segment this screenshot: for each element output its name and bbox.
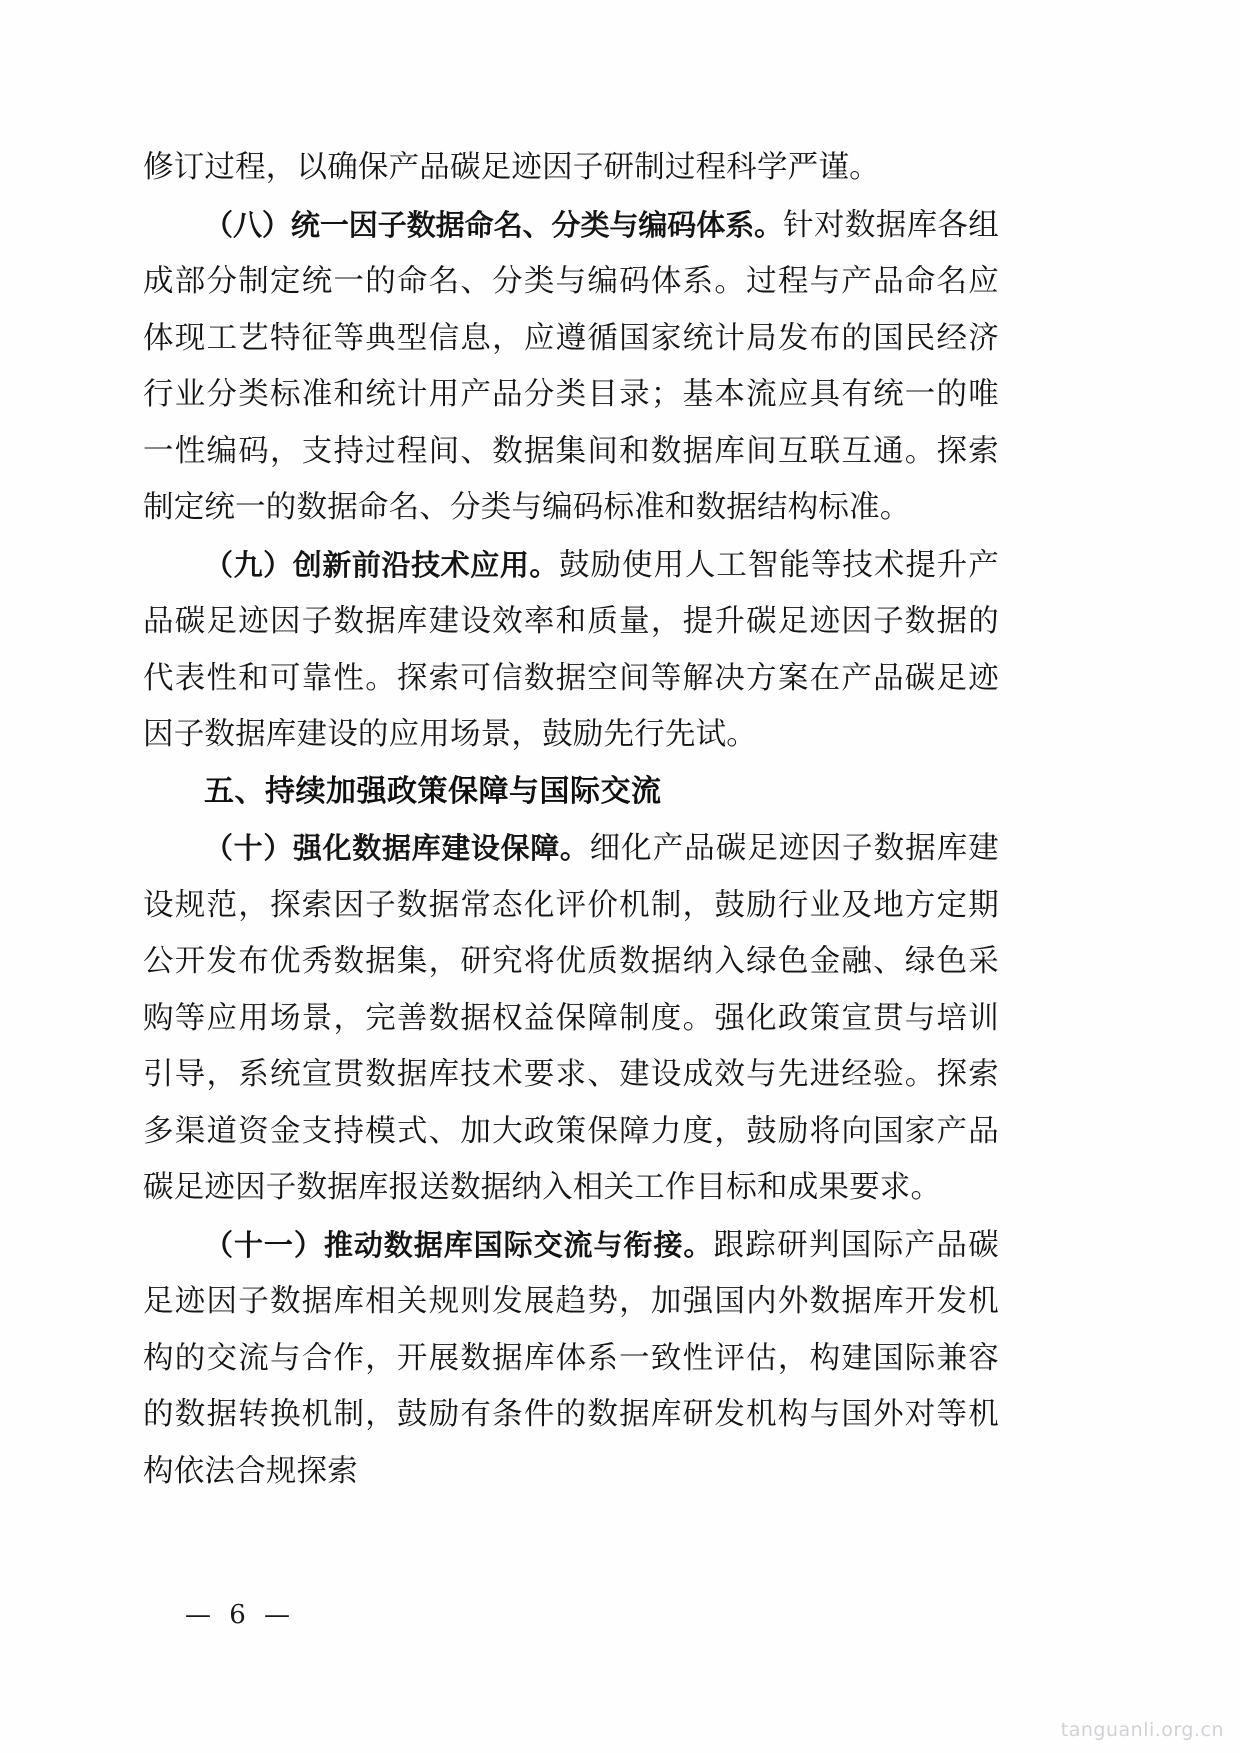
page-content: [143, 140, 999, 1500]
clause-nine: [143, 537, 999, 764]
clause-eleven: [143, 1217, 999, 1501]
clause-ten-lead: （十）强化数据库建设保障。: [204, 831, 590, 865]
clause-eleven-lead: （十一）推动数据库国际交流与衔接。: [204, 1227, 714, 1262]
clause-ten-text: 细化产品碳足迹因子数据库建设规范，探索因子数据常态化评价机制，鼓励行业及地方定期公开发布优秀数据集，研究将优质数据纳入绿色金融、绿色采购等应用场景，完善数据权益保障制度。强化政策宣贯与培训引导，系统宣贯数据库技术要求、建设成效与先进经验。探索多渠道资金支持模式、加大政策保障力度，鼓励将向国家产品碳足迹因子数据库报送数据纳入相关工作目标和成果要求。: [143, 831, 999, 1205]
clause-eight-lead: （八）统一因子数据命名、分类与编码体系。: [204, 207, 784, 242]
clause-nine-lead: （九）创新前沿技术应用。: [204, 547, 559, 582]
clause-eleven-text: 跟踪研判国际产品碳足迹因子数据库相关规则发展趋势，加强国内外数据库开发机构的交流与合作，开展数据库体系一致性评估，构建国际兼容的数据转换机制，鼓励有条件的数据库研发机构与国外对等机构依法合规探索: [143, 1227, 999, 1489]
clause-nine-text: 鼓励使用人工智能等技术提升产品碳足迹因子数据库建设效率和质量，提升碳足迹因子数据的代表性和可靠性。探索可信数据空间等解决方案在产品碳足迹因子数据库建设的应用场景，鼓励先行先试。: [143, 547, 999, 752]
section-heading-five: 五、持续加强政策保障与国际交流: [204, 773, 662, 809]
paragraph-continued: [143, 140, 999, 197]
clause-ten: [143, 820, 999, 1217]
source-watermark: tanguanli.org.cn: [1060, 1719, 1224, 1741]
page-number: — 6 —: [184, 1600, 296, 1630]
paragraph-continued-text: 修订过程，以确保产品碳足迹因子研制过程科学严谨。: [143, 150, 880, 185]
clause-eight: [143, 197, 999, 537]
clause-eight-text: 针对数据库各组成部分制定统一的命名、分类与编码体系。过程与产品命名应体现工艺特征等典型信息，应遵循国家统计局发布的国民经济行业分类标准和统计用产品分类目录；基本流应具有统一的唯一性编码，支持过程间、数据集间和数据库间互联互通。探索制定统一的数据命名、分类与编码标准和数据结构标准。: [143, 207, 999, 525]
